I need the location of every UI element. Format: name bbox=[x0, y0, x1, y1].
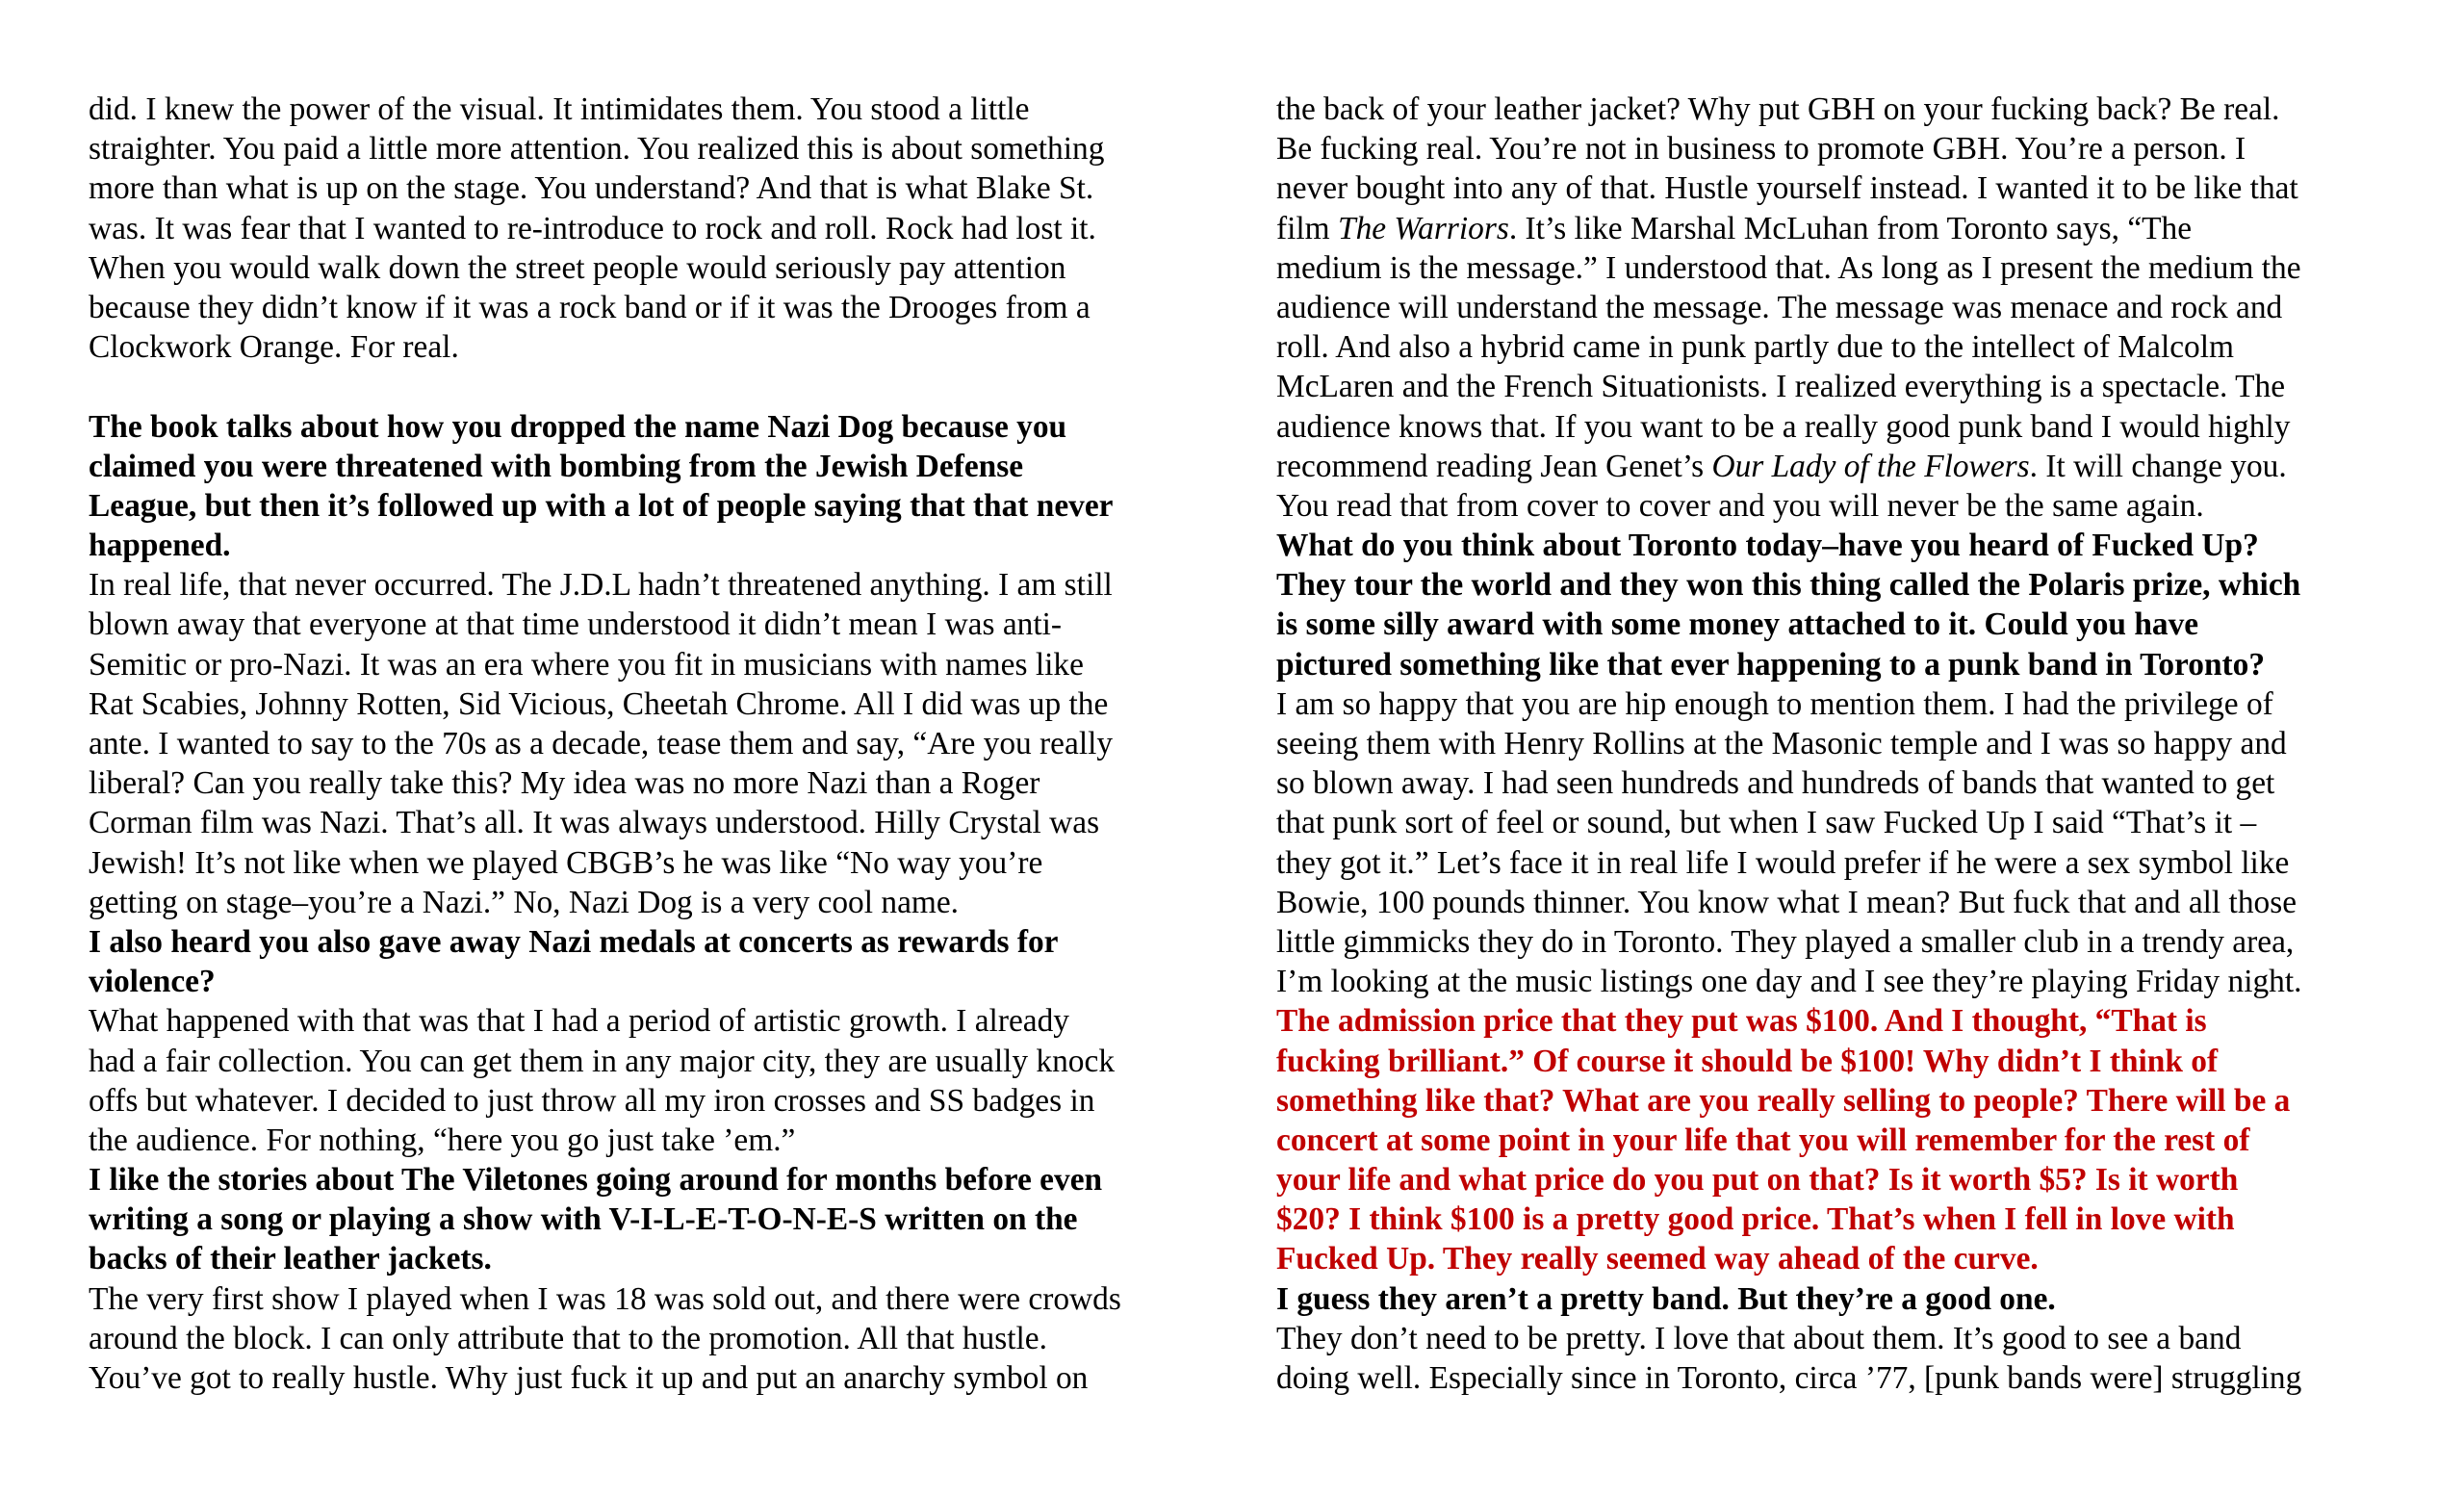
answer-paragraph bbox=[1276, 90, 2431, 526]
text-line: I also heard you also gave away Nazi medals at concerts as rewards for bbox=[89, 923, 1059, 960]
text-line: because they didn’t know if it was a rock band or if it was the Drooges from a bbox=[89, 289, 1091, 325]
text-line: offs but whatever. I decided to just throw all my iron crosses and SS badges in bbox=[89, 1082, 1095, 1119]
answer-paragraph bbox=[89, 1001, 1244, 1160]
text-line: They tour the world and they won this thing called the Polaris prize, which bbox=[1276, 567, 2301, 604]
text-run: film bbox=[1276, 210, 1338, 246]
answer-paragraph bbox=[89, 1279, 1244, 1399]
text-line: liberal? Can you really take this? My idea was no more Nazi than a Roger bbox=[89, 765, 1040, 802]
text-line: Be fucking real. You’re not in business to promote GBH. You’re a person. I bbox=[1276, 131, 2246, 168]
text-line: Clockwork Orange. For real. bbox=[89, 329, 459, 366]
text-line: You’ve got to really hustle. Why just fuck it up and put an anarchy symbol on bbox=[89, 1360, 1089, 1396]
text-line: What do you think about Toronto today–have you heard of Fucked Up? bbox=[1276, 528, 2259, 564]
answer-paragraph bbox=[89, 565, 1244, 922]
text-line: Bowie, 100 pounds thinner. You know what I mean? But fuck that and all those bbox=[1276, 884, 2297, 920]
text-line: blown away that everyone at that time understood it didn’t mean I was anti- bbox=[89, 606, 1063, 643]
text-line: I like the stories about The Viletones going around for months before even bbox=[89, 1162, 1103, 1199]
text-line bbox=[1276, 447, 2431, 486]
text-line: something like that? What are you really selling to people? There will be a bbox=[1276, 1082, 2291, 1119]
text-line: League, but then it’s followed up with a lot of people saying that that never bbox=[89, 487, 1114, 524]
text-line: doing well. Especially since in Toronto, circa ’77, [punk bands were] struggling bbox=[1276, 1360, 2302, 1396]
text-line: Rat Scabies, Johnny Rotten, Sid Vicious, Cheetah Chrome. All I did was up the bbox=[89, 685, 1109, 722]
text-line bbox=[1276, 209, 2431, 248]
blank-line bbox=[89, 367, 1244, 406]
text-line: I guess they aren’t a pretty band. But they’re a good one. bbox=[1276, 1280, 2056, 1317]
text-line: I’m looking at the music listings one day and I see they’re playing Friday night. bbox=[1276, 964, 2302, 1000]
film-title: The Warriors bbox=[1338, 210, 1509, 246]
question-paragraph bbox=[89, 407, 1244, 566]
text-line: writing a song or playing a show with V-I-L-E-T-O-N-E-S written on the bbox=[89, 1201, 1078, 1238]
text-line: They don’t need to be pretty. I love that about them. It’s good to see a band bbox=[1276, 1320, 2242, 1356]
text-line: In real life, that never occurred. The J.D.L hadn’t threatened anything. I am still bbox=[89, 567, 1113, 604]
left-column bbox=[89, 90, 1244, 1398]
text-line: was. It was fear that I wanted to re-introduce to rock and roll. Rock had lost it. bbox=[89, 210, 1096, 246]
text-line: What happened with that was that I had a period of artistic growth. I already bbox=[89, 1003, 1069, 1040]
text-line: ante. I wanted to say to the 70s as a decade, tease them and say, “Are you really bbox=[89, 726, 1114, 761]
text-line: concert at some point in your life that you will remember for the rest of bbox=[1276, 1122, 2250, 1158]
text-line: around the block. I can only attribute that to the promotion. All that hustle. bbox=[89, 1320, 1047, 1356]
text-line: fucking brilliant.” Of course it should be $100! Why didn’t I think of bbox=[1276, 1043, 2219, 1079]
paragraph-spacer bbox=[89, 367, 1244, 406]
text-line: The very first show I played when I was 18 was sold out, and there were crowds bbox=[89, 1280, 1121, 1317]
text-line: so blown away. I had seen hundreds and hundreds of bands that wanted to get bbox=[1276, 765, 2275, 802]
text-line: claimed you were threatened with bombing from the Jewish Defense bbox=[89, 448, 1024, 484]
text-line: roll. And also a hybrid came in punk partly due to the intellect of Malcolm bbox=[1276, 329, 2234, 366]
highlighted-paragraph bbox=[1276, 1001, 2431, 1278]
text-run: . It will change you. bbox=[2029, 448, 2287, 484]
text-line: happened. bbox=[89, 528, 231, 564]
text-line: audience will understand the message. The message was menace and rock and bbox=[1276, 289, 2283, 325]
text-line: had a fair collection. You can get them in any major city, they are usually knock bbox=[89, 1043, 1116, 1079]
right-column-rest bbox=[1276, 526, 2431, 1398]
text-run: recommend reading Jean Genet’s bbox=[1276, 448, 1712, 484]
text-line: is some silly award with some money attached to it. Could you have bbox=[1276, 606, 2199, 643]
question-paragraph bbox=[1276, 526, 2431, 684]
text-line: seeing them with Henry Rollins at the Masonic temple and I was so happy and bbox=[1276, 726, 2287, 761]
text-run: . It’s like Marshal McLuhan from Toronto says, “The bbox=[1508, 210, 2193, 246]
text-line: Semitic or pro-Nazi. It was an era where you fit in musicians with names like bbox=[89, 646, 1084, 683]
text-line: You read that from cover to cover and you will never be the same again. bbox=[1276, 487, 2204, 524]
text-line: little gimmicks they do in Toronto. They played a smaller club in a trendy area, bbox=[1276, 923, 2295, 960]
text-line: medium is the message.” I understood that. As long as I present the medium the bbox=[1276, 249, 2301, 286]
text-line: your life and what price do you put on that? Is it worth $5? Is it worth bbox=[1276, 1162, 2239, 1199]
answer-paragraph bbox=[1276, 684, 2431, 1002]
text-line: Jewish! It’s not like when we played CBGB’s he was like “No way you’re bbox=[89, 844, 1043, 881]
question-paragraph bbox=[1276, 1279, 2431, 1319]
text-line: audience knows that. If you want to be a really good punk band I would highly bbox=[1276, 408, 2291, 445]
text-line: they got it.” Let’s face it in real life I would prefer if he were a sex symbol like bbox=[1276, 844, 2290, 881]
answer-paragraph bbox=[1276, 1319, 2431, 1398]
text-line: getting on stage–you’re a Nazi.” No, Nazi Dog is a very cool name. bbox=[89, 884, 960, 920]
text-line: The book talks about how you dropped the name Nazi Dog because you bbox=[89, 408, 1067, 445]
text-line: backs of their leather jackets. bbox=[89, 1241, 492, 1277]
text-line: the audience. For nothing, “here you go just take ’em.” bbox=[89, 1122, 796, 1158]
text-line: Corman film was Nazi. That’s all. It was always understood. Hilly Crystal was bbox=[89, 805, 1100, 841]
text-line: pictured something like that ever happening to a punk band in Toronto? bbox=[1276, 646, 2266, 683]
text-line: Fucked Up. They really seemed way ahead of the curve. bbox=[1276, 1241, 2039, 1277]
text-line: The admission price that they put was $100. And I thought, “That is bbox=[1276, 1003, 2207, 1040]
text-line: the back of your leather jacket? Why put GBH on your fucking back? Be real. bbox=[1276, 91, 2280, 127]
answer-paragraph bbox=[89, 90, 1244, 367]
question-paragraph bbox=[89, 1160, 1244, 1279]
text-line: $20? I think $100 is a pretty good price. That’s when I fell in love with bbox=[1276, 1201, 2235, 1238]
text-line: violence? bbox=[89, 964, 216, 1000]
book-title: Our Lady of the Flowers bbox=[1711, 448, 2030, 484]
text-line: more than what is up on the stage. You understand? And that is what Blake St. bbox=[89, 170, 1094, 207]
question-paragraph bbox=[89, 922, 1244, 1001]
text-line: straighter. You paid a little more attention. You realized this is about something bbox=[89, 131, 1105, 168]
text-line: never bought into any of that. Hustle yourself instead. I wanted it to be like that bbox=[1276, 170, 2298, 207]
text-line: McLaren and the French Situationists. I realized everything is a spectacle. The bbox=[1276, 369, 2286, 405]
text-line: When you would walk down the street people would seriously pay attention bbox=[89, 249, 1066, 286]
text-line: I am so happy that you are hip enough to mention them. I had the privilege of bbox=[1276, 685, 2273, 722]
right-column bbox=[1276, 90, 2431, 1398]
text-line: that punk sort of feel or sound, but when I saw Fucked Up I said “That’s it – bbox=[1276, 805, 2257, 841]
text-line: did. I knew the power of the visual. It intimidates them. You stood a little bbox=[89, 91, 1030, 127]
